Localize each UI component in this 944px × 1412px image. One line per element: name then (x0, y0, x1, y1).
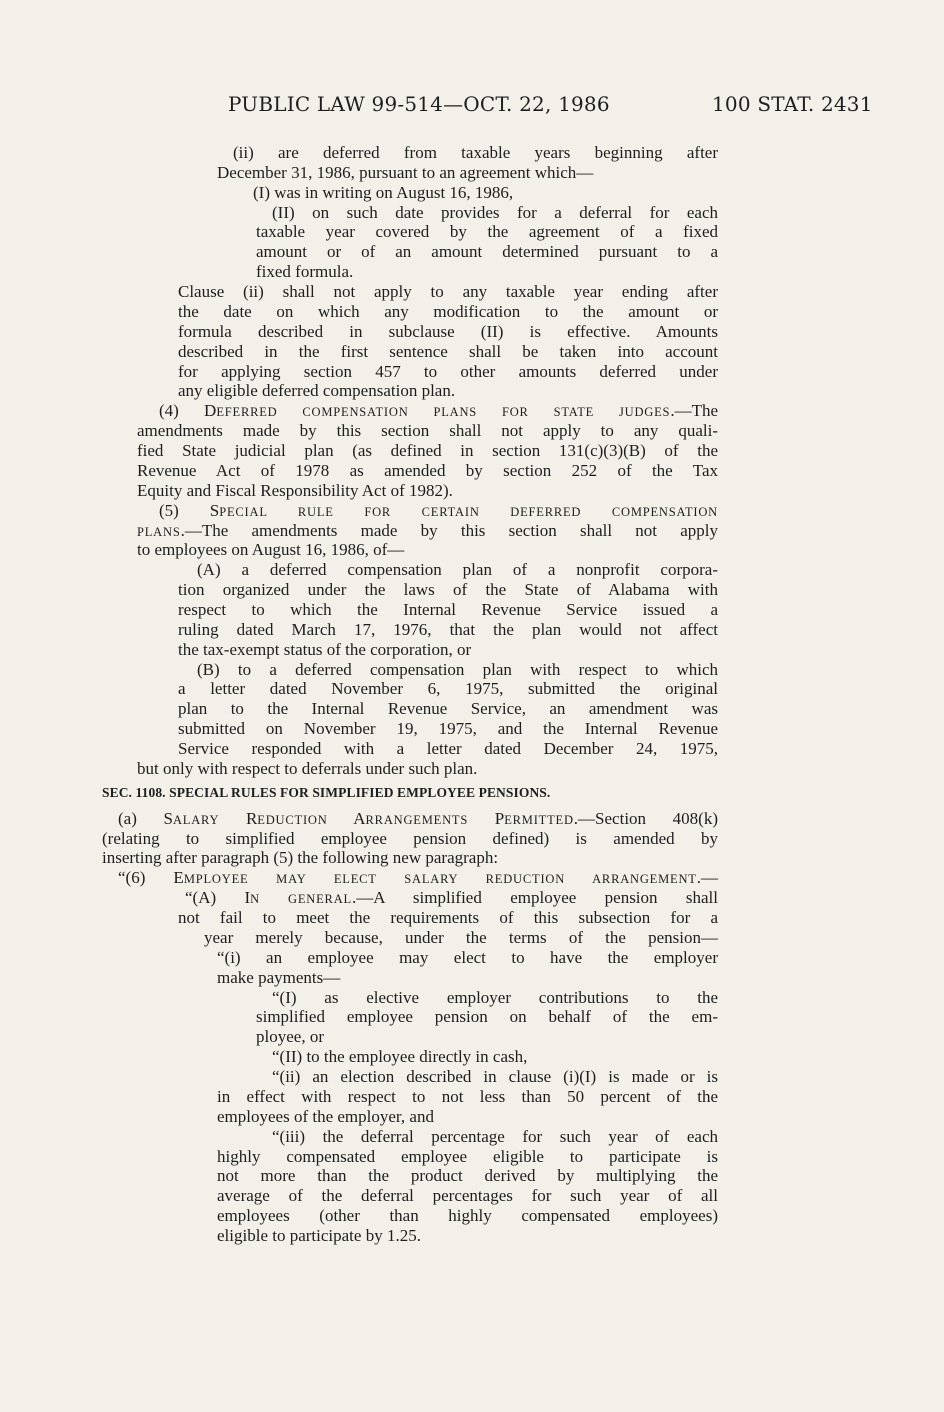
statute-page-number: 100 STAT. 2431 (712, 92, 873, 116)
text-line (217, 1147, 718, 1167)
text-line (137, 759, 477, 779)
text-line (185, 888, 718, 909)
text-run: “(i) an employee may elect to have the employer (217, 948, 718, 967)
text-line (178, 580, 718, 600)
text-line (272, 1127, 718, 1147)
section-heading (102, 783, 550, 803)
text-run: inserting after paragraph (5) the following new paragraph: (102, 848, 499, 867)
text-run: Equity and Fiscal Responsibility Act of 1982). (137, 481, 453, 500)
text-run: (II) on such date provides for a deferral for each (272, 203, 718, 222)
text-line (178, 620, 718, 640)
text-line (178, 640, 471, 660)
small-caps-run: MPLOYEE MAY ELECT SALARY REDUCTION ARRANGEMENT (183, 872, 697, 886)
text-run: (ii) are deferred from taxable years beginning after (233, 143, 718, 162)
text-run: respect to which the Internal Revenue Service issued a (178, 600, 718, 619)
page-header (0, 92, 944, 124)
text-run: “(6) E (118, 868, 184, 887)
text-run: tion organized under the laws of the State of Alabama with (178, 580, 718, 599)
text-line (217, 948, 718, 968)
text-run: not more than the product derived by multiplying the (217, 1166, 718, 1185)
text-run: (I) was in writing on August 16, 1986, (253, 183, 514, 202)
text-line (217, 163, 593, 183)
text-run: for applying section 457 to other amounts deferred under (178, 362, 718, 381)
text-run: eligible to participate by 1.25. (217, 1226, 421, 1245)
text-line (178, 739, 718, 759)
text-run: amount or of an amount determined pursuant to a (256, 242, 718, 261)
text-run: ruling dated March 17, 1976, that the plan would not affect (178, 620, 718, 639)
text-run: in effect with respect to not less than 50 percent of the (217, 1087, 718, 1106)
small-caps-run: ALARY (172, 813, 220, 827)
text-run: described in the first sentence shall be taken into account (178, 342, 718, 361)
text-line (178, 282, 718, 302)
text-line (217, 1107, 434, 1127)
text-line (272, 203, 718, 223)
text-run: any eligible deferred compensation plan. (178, 381, 456, 400)
text-line (233, 143, 718, 163)
small-caps-run: N GENERAL (250, 892, 352, 906)
small-caps-run: EDUCTION (257, 813, 328, 827)
text-line (102, 848, 498, 868)
text-line (178, 679, 718, 699)
text-run: “(II) to the employee directly in cash, (272, 1047, 528, 1066)
text-line (137, 521, 718, 542)
text-line (178, 342, 718, 362)
text-line (102, 829, 718, 849)
text-line (178, 699, 718, 719)
text-line (137, 461, 718, 481)
text-run: fied State judicial plan (as defined in section 131(c)(3)(B) of the (137, 441, 718, 460)
text-run: December 31, 1986, pursuant to an agreement which— (217, 163, 594, 182)
text-line (256, 262, 353, 282)
small-caps-run: EFERRED COMPENSATION PLANS FOR STATE JUDGES (216, 405, 671, 419)
text-run: year merely because, under the terms of the pension— (204, 928, 718, 947)
text-run: “(ii) an election described in clause (i)(I) is made or is (272, 1067, 718, 1086)
text-run: employees (other than highly compensated employees) (217, 1206, 718, 1225)
text-run: simplified employee pension on behalf of the em- (256, 1007, 718, 1026)
text-run: (A) a deferred compensation plan of a nonprofit corpora- (197, 560, 718, 579)
text-run: Clause (ii) shall not apply to any taxable year ending after (178, 282, 718, 301)
text-run: but only with respect to deferrals under such plan. (137, 759, 478, 778)
text-run: to employees on August 16, 1986, of— (137, 540, 405, 559)
text-run: make payments— (217, 968, 341, 987)
text-run: a letter dated November 6, 1975, submitted the original (178, 679, 718, 698)
text-run: .—Section 408(k) (573, 809, 718, 828)
text-run: “(I) as elective employer contributions to the (272, 988, 718, 1007)
text-run: “(iii) the deferral percentage for such year of each (272, 1127, 718, 1146)
text-run: (B) to a deferred compensation plan with respect to which (197, 660, 718, 679)
text-line (137, 481, 453, 501)
text-run: Service responded with a letter dated December 24, 1975, (178, 739, 718, 758)
text-line (178, 908, 718, 928)
text-line (178, 600, 718, 620)
text-run: submitted on November 19, 1975, and the Internal Revenue (178, 719, 718, 738)
text-line (256, 222, 718, 242)
text-run: employees of the employer, and (217, 1107, 434, 1126)
text-line (217, 968, 340, 988)
text-run: taxable year covered by the agreement of a fixed (256, 222, 718, 241)
text-line (253, 183, 513, 203)
text-line (217, 1166, 718, 1186)
small-caps-run: PLANS (137, 525, 181, 539)
text-line (204, 928, 718, 948)
text-line (137, 421, 718, 441)
text-line (159, 401, 718, 422)
text-line (159, 501, 718, 522)
public-law-citation: PUBLIC LAW 99-514—OCT. 22, 1986 (228, 92, 610, 116)
text-run: the date on which any modification to the amount or (178, 302, 718, 321)
text-run: plan to the Internal Revenue Service, an amendment was (178, 699, 718, 718)
text-run: P (468, 809, 505, 828)
small-caps-run: PECIAL RULE FOR CERTAIN DEFERRED COMPENSATION (219, 505, 719, 519)
text-run: not fail to meet the requirements of this subsection for a (178, 908, 718, 927)
text-line (178, 719, 718, 739)
text-run: .— (696, 868, 718, 887)
text-run: SEC. 1108. SPECIAL RULES FOR SIMPLIFIED EMPLOYEE PENSIONS. (102, 785, 551, 800)
small-caps-run: ERMITTED (504, 813, 574, 827)
text-line (178, 302, 718, 322)
text-line (197, 660, 718, 680)
text-run: the tax-exempt status of the corporation, or (178, 640, 472, 659)
text-run: “(A) I (185, 888, 251, 907)
text-line (272, 988, 718, 1008)
text-run: .—The (670, 401, 718, 420)
text-run: (4) D (159, 401, 217, 420)
text-line (256, 242, 718, 262)
text-line (256, 1007, 718, 1027)
text-line (137, 540, 404, 560)
text-line (217, 1186, 718, 1206)
text-run: .—The amendments made by this section shall not apply (180, 521, 718, 540)
text-run: .—A simplified employee pension shall (351, 888, 718, 907)
text-run: (a) S (118, 809, 173, 828)
text-line (272, 1047, 527, 1067)
text-line (118, 809, 718, 830)
text-line (118, 868, 718, 889)
text-line (137, 441, 718, 461)
text-run: R (219, 809, 258, 828)
text-line (217, 1087, 718, 1107)
text-line (197, 560, 718, 580)
text-run: ployee, or (256, 1027, 324, 1046)
text-line (178, 381, 455, 401)
text-line (256, 1027, 324, 1047)
text-run: fixed formula. (256, 262, 354, 281)
text-run: (5) S (159, 501, 220, 520)
text-run: Revenue Act of 1978 as amended by section 252 of the Tax (137, 461, 718, 480)
small-caps-run: RRANGEMENTS (365, 813, 469, 827)
text-line (217, 1226, 421, 1246)
text-line (178, 322, 718, 342)
text-run: (relating to simplified employee pension defined) is amended by (102, 829, 718, 848)
text-run: highly compensated employee eligible to participate is (217, 1147, 718, 1166)
text-line (272, 1067, 718, 1087)
text-line (217, 1206, 718, 1226)
text-run: formula described in subclause (II) is effective. Amounts (178, 322, 718, 341)
text-line (178, 362, 718, 382)
text-run: average of the deferral percentages for such year of all (217, 1186, 718, 1205)
text-run: A (327, 809, 366, 828)
text-run: amendments made by this section shall not apply to any quali- (137, 421, 718, 440)
